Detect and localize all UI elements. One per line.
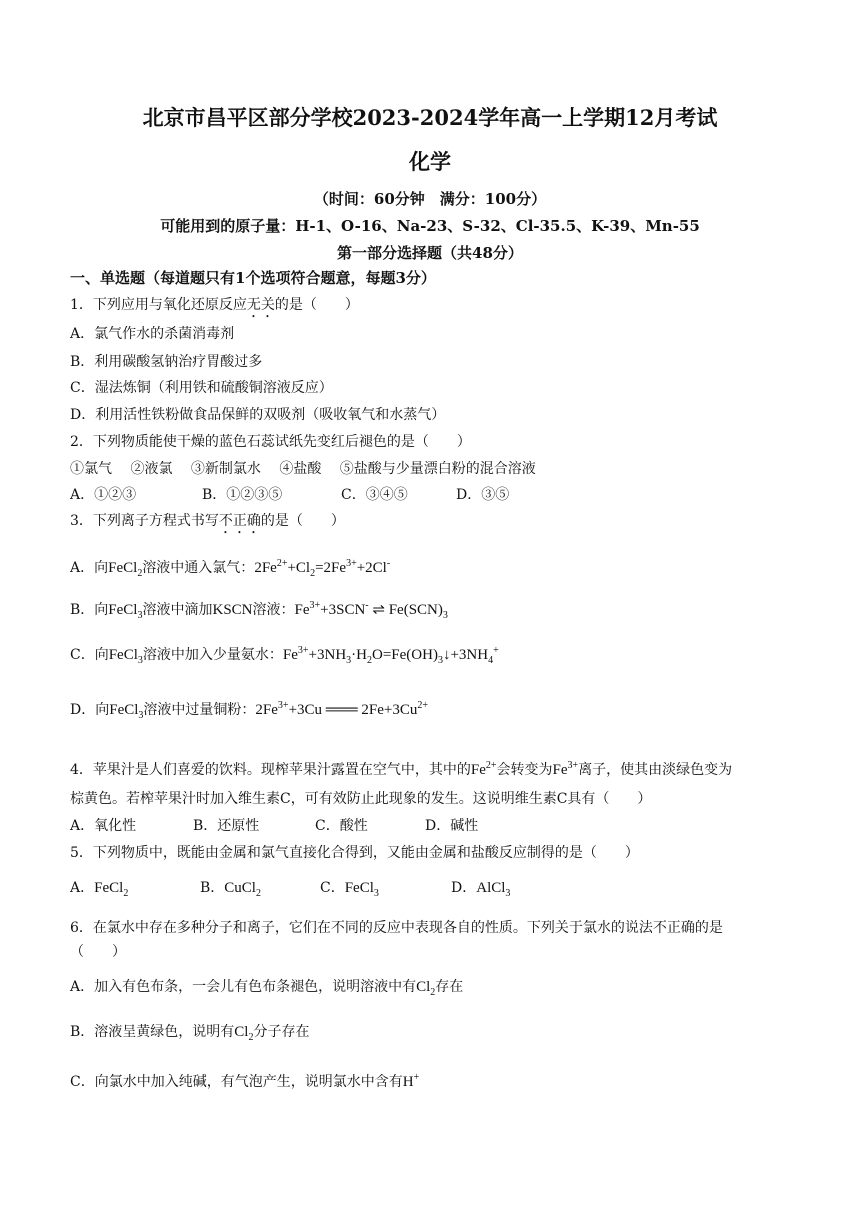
question-3-stem <box>70 511 800 537</box>
q3-a-formula: FeCl$_2$ <box>108 560 143 579</box>
q4-fe3: $Fe^{3+}$ <box>552 760 579 778</box>
part-title: 第一部分选择题（共48分） <box>337 244 523 262</box>
q1-option-c: C．湿法炼铜（利用铁和硫酸铜溶液反应） <box>70 380 333 396</box>
q3-b-label: B．向 <box>70 602 109 618</box>
question-1-stem <box>70 295 800 321</box>
q3-option-d <box>70 696 800 726</box>
q4-text-a: 4．苹果汁是人们喜爱的饮料。现榨苹果汁露置在空气中，其中的 <box>70 762 471 778</box>
q2-option-a: A．①②③ <box>70 487 137 503</box>
q5-option-d <box>451 878 510 904</box>
q2-items: ①氯气 ②液氯 ③新制氯水 ④盐酸 ⑤盐酸与少量漂白粉的混合溶液 <box>70 461 536 477</box>
q3-a-label: A．向 <box>70 560 109 576</box>
q2-option-d: D．③⑤ <box>456 487 510 503</box>
q6-c-formula: H+ <box>402 1072 420 1090</box>
q3-d-text: 溶液中过量铜粉： <box>143 702 256 718</box>
question-4-line1 <box>70 756 800 780</box>
question-5-stem: 5．下列物质中，既能由金属和氯气直接化合得到，又能由金属和盐酸反应制得的是（ ） <box>70 845 639 861</box>
q5-options <box>70 878 800 904</box>
q3-option-a <box>70 554 800 584</box>
question-6-stem: 6．在氯水中存在多种分子和离子，它们在不同的反应中表现各自的性质。下列关于氯水的说法不正确的是 <box>70 920 723 936</box>
q3-c-text: 溶液中加入少量氨水： <box>142 647 283 663</box>
q3-b-text2: 溶液： <box>252 602 295 618</box>
q6-option-a <box>70 977 800 1003</box>
q3-b-text: 溶液中滴加 <box>142 602 213 618</box>
q1-option-a: A．氯气作水的杀菌消毒剂 <box>70 326 235 342</box>
section-title: 一、单选题（每道题只有1个选项符合题意，每题3分） <box>70 269 436 287</box>
q4-option-c: C．酸性 <box>315 818 368 834</box>
q3-d-formula: FeCl$_3$ <box>109 702 144 721</box>
q3-stem-text: 3．下列离子方程式书写 <box>70 513 219 529</box>
q5-b-formula: CuCl$_2$ <box>224 880 261 899</box>
q6-b-formula: $Cl_2$ <box>234 1024 254 1043</box>
subject-title: 化学 <box>409 149 451 174</box>
q3-b-equation: $Fe^{3+}+3SCN^-$ ⇌ $Fe(SCN)_3$ <box>294 600 448 621</box>
q6-b-text: B．溶液呈黄绿色，说明有 <box>70 1024 235 1040</box>
q1-option-b: B．利用碳酸氢钠治疗胃酸过多 <box>70 354 263 370</box>
q2-option-c: C．③④⑤ <box>341 487 408 503</box>
q3-c-formula: FeCl$_3$ <box>108 647 143 666</box>
atomic-masses: 可能用到的原子量：H-1、O-16、Na-23、S-32、Cl-35.5、K-39、Mn-55 <box>160 217 700 235</box>
document-title: 北京市昌平区部分学校2023-2024学年高一上学期12月考试 <box>142 105 718 130</box>
q4-text-b: 会转变为 <box>496 762 553 778</box>
q5-option-b <box>200 878 320 904</box>
q1-stem-end: 的是（ ） <box>274 297 359 313</box>
question-6-stem-end: （ ） <box>70 944 126 960</box>
q3-d-label: D．向 <box>70 702 110 718</box>
q4-fe2: $Fe^{2+}$ <box>470 760 497 778</box>
q6-option-b <box>70 1022 800 1048</box>
q1-option-d: D．利用活性铁粉做食品保鲜的双吸剂（吸收氧气和水蒸气） <box>70 407 446 423</box>
q5-c-formula: FeCl$_3$ <box>344 880 379 899</box>
q6-b-end: 分子存在 <box>253 1024 310 1040</box>
q5-a-formula: FeCl$_2$ <box>94 880 129 899</box>
q4-options <box>70 816 800 836</box>
q4-option-a: A．氧化性 <box>70 818 137 834</box>
q3-b-reagent: KSCN <box>212 602 253 618</box>
q5-option-a <box>70 878 200 904</box>
q3-c-label: C．向 <box>70 647 109 663</box>
q6-a-formula: $Cl_2$ <box>416 979 436 998</box>
time-info: （时间：60分钟 满分：100分） <box>313 190 547 208</box>
q3-a-equation: $2Fe^{2+}+Cl_2=2Fe^{3+}+2Cl^-$ <box>254 558 391 579</box>
q3-d-equation: $2Fe^{3+}+3Cu$ ═══ $2Fe+3Cu^{2+}$ <box>255 700 429 718</box>
q3-option-c <box>70 641 800 671</box>
q4-option-d: D．碱性 <box>425 818 479 834</box>
q4-text-c: 离子，使其由淡绿色变为 <box>578 762 733 778</box>
q3-a-text: 溶液中通入氯气： <box>142 560 255 576</box>
q5-c-label: C． <box>320 880 345 896</box>
question-4-line2: 棕黄色。若榨苹果汁时加入维生素C，可有效防止此现象的发生。这说明维生素C具有（ ） <box>70 791 652 807</box>
q3-emphasis: 不正确 <box>218 513 261 529</box>
q1-emphasis: 无关 <box>246 297 275 313</box>
q3-option-b <box>70 596 800 626</box>
q1-stem-text: 1．下列应用与氧化还原反应 <box>70 297 247 313</box>
q4-option-b: B．还原性 <box>193 818 260 834</box>
q2-option-b: B．①②③⑤ <box>202 487 283 503</box>
q3-c-equation: $Fe^{3+}+3NH_3\cdot H_2O=Fe(OH)_3↓+3NH_4^+$ <box>282 645 499 666</box>
q3-stem-end: 的是（ ） <box>260 513 345 529</box>
q5-d-formula: AlCl$_3$ <box>476 880 511 899</box>
question-2-stem: 2．下列物质能使干燥的蓝色石蕊试纸先变红后褪色的是（ ） <box>70 434 471 450</box>
q5-a-label: A． <box>70 880 95 896</box>
q5-b-label: B． <box>200 880 225 896</box>
q6-c-text: C．向氯水中加入纯碱，有气泡产生，说明氯水中含有 <box>70 1074 403 1090</box>
q3-b-formula: FeCl$_3$ <box>108 602 143 621</box>
q2-options <box>70 485 800 505</box>
q5-option-c <box>320 878 451 904</box>
q6-a-text: A．加入有色布条，一会儿有色布条褪色，说明溶液中有 <box>70 979 417 995</box>
q6-a-end: 存在 <box>435 979 464 995</box>
q6-option-c <box>70 1068 800 1092</box>
q5-d-label: D． <box>451 880 477 896</box>
